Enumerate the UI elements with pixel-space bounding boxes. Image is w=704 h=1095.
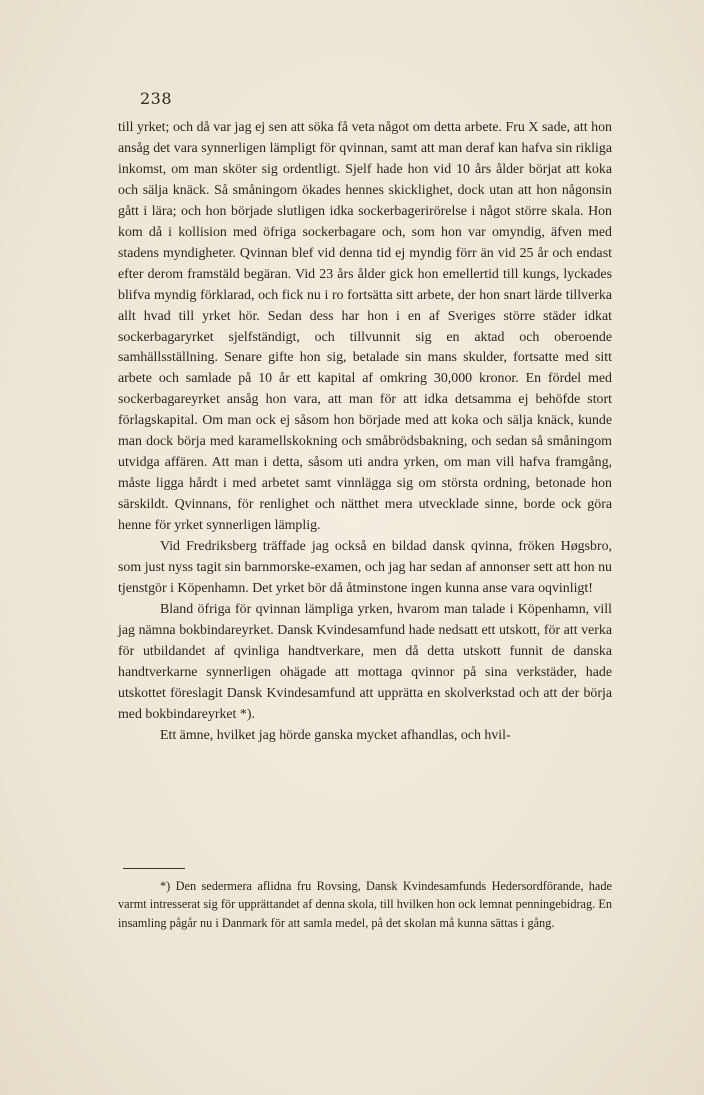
page-number: 238: [140, 89, 173, 108]
footnote-divider: [123, 868, 185, 869]
paragraph-continuation: till yrket; och då var jag ej sen att söka få veta något om detta arbete. Fru X sade, att hon ansåg det vara synnerligen lämpligt för qvinnan, samt att man deraf kan hafva sin rikliga inkomst, om man sköter sig ordentligt. Sjelf hade hon vid 10 års ålder börjat att koka och sälja knäck. Så småningom ökades hennes skicklighet, dock utan att hon någonsin gått i lära; och hon började slutligen idka sockerbagerirörelse i något större skala. Hon kom då i kollision med öfriga sockerbagare och, som hon var omyndig, äfven med stadens myndigheter. Qvinnan blef vid denna tid ej myndig förr än vid 25 år och endast efter derom framstäld begäran. Vid 23 års ålder gick hon emellertid till kungs, lyckades blifva myndig förklarad, och fick nu i ro fortsätta sitt arbete, der hon snart lärde tillverka allt hvad till yrket hör. Sedan dess har hon i en af Sveriges större städer idkat sockerbagaryrket sjelfständigt, och tillvunnit sig en aktad och oberoende samhällsställning. Senare gifte hon sig, betalade sin mans skulder, fortsatte med sitt arbete och samlade på 10 år ett kapital af omkring 30,000 kronor. En fördel med sockerbagareyrket ansåg hon vara, att man för att idka detsamma ej behöfde stort förlagskapital. Om man ock ej såsom hon började med att koka och sälja knäck, kunde man dock börja med karamellskokning och småbrödsbakning, och sedan så småningom utvidga affären. Att man i detta, såsom uti andra yrken, om man vill hafva framgång, måste ligga hårdt i med arbetet samt vinnlägga sig om största ordning, betonade hon särskildt. Qvinnans, för renlighet och nätthet mera utvecklade sinne, borde ock göra henne för yrket synnerligen lämplig.: [118, 120, 612, 534]
paragraph-amne: Ett ämne, hvilket jag hörde ganska mycket afhandlas, och hvil-: [160, 727, 511, 743]
main-text: [118, 118, 612, 747]
footnote: [118, 877, 612, 932]
paragraph-bokbindare: Bland öfriga för qvinnan lämpliga yrken, hvarom man talade i Köpenhamn, vill jag nämna bokbindareyrket. Dansk Kvindesamfund hade nedsatt ett utskott, för att verka för utbildandet af qvinliga handtverkare, men då detta utskott funnit de danska handtverkarne synnerligen ohägade att mottaga qvinnor på sina verkstäder, hade utskottet föreslagit Dansk Kvindesamfund att upprätta en skolverkstad och att der börja med bokbindareyrket *).: [118, 601, 612, 722]
footnote-text: *) Den sedermera aflidna fru Rovsing, Dansk Kvindesamfunds Hedersordförande, hade varmt intresserat sig för upprättandet af denna skola, till hvilken hon ock lemnat penningebidrag. En insamling pågår nu i Danmark för att samla medel, på det skolan må kunna sättas i gång.: [118, 879, 612, 930]
paragraph-fredriksberg: Vid Fredriksberg träffade jag också en bildad dansk qvinna, fröken Høgsbro, som just nyss tagit sin barnmorske-examen, och jag har sedan af annonser sett att hon nu tjenstgör i Köpenhamn. Det yrket bör då åtminstone ingen kunna anse vara oqvinligt!: [118, 539, 612, 596]
